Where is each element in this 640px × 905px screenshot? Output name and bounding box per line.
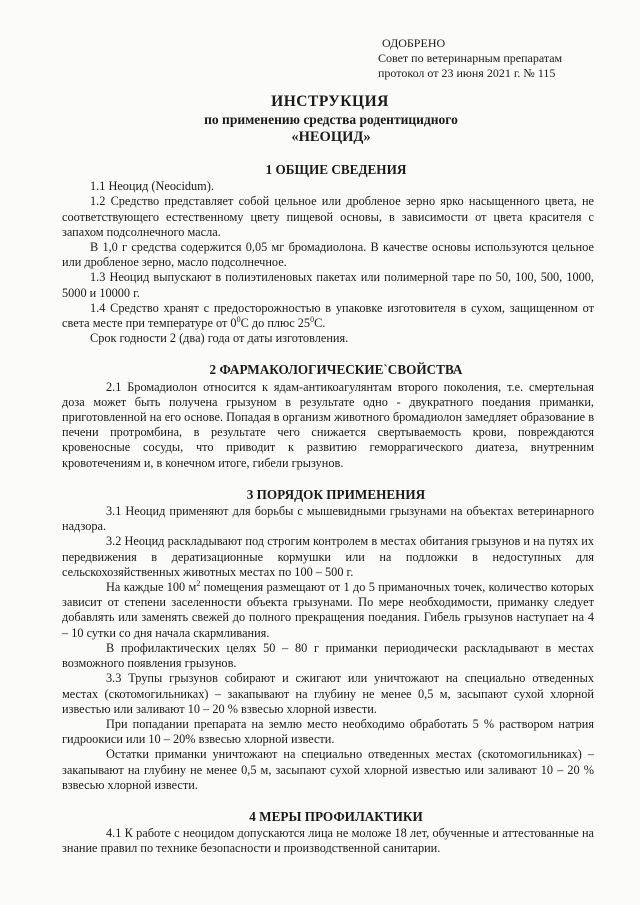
section-4-title: 4 МЕРЫ ПРОФИЛАКТИКИ bbox=[249, 808, 423, 824]
section-1-paragraph-3: В 1,0 г средства содержится 0,05 мг бромадиолона. В качестве основы используются цельное или дробленое зерно, масло подсолнечное. bbox=[62, 240, 594, 270]
document-body bbox=[62, 162, 594, 857]
section-1-paragraph-1: 1.1 Неоцид (Neocidum). bbox=[90, 179, 214, 194]
title-line-1: ИНСТРУКЦИЯ bbox=[271, 93, 389, 110]
section-1-title: 1 ОБЩИЕ СВЕДЕНИЯ bbox=[265, 162, 407, 177]
title-line-2: по применению средства родентицидного bbox=[204, 112, 458, 127]
title-line-3: «НЕОЦИД» bbox=[291, 129, 371, 145]
approval-line-3: протокол от 23 июня 2021 г. № 115 bbox=[378, 66, 556, 80]
section-3-paragraph-4: В профилактических целях 50 – 80 г приманки периодически раскладывают в местах возможного появления грызунов. bbox=[62, 640, 594, 671]
section-3-paragraph-1: 3.1 Неоцид применяют для борьбы с мышевидными грызунами на объектах ветеринарного надзора. bbox=[62, 504, 594, 534]
section-3-title: 3 ПОРЯДОК ПРИМЕНЕНИЯ bbox=[246, 486, 426, 502]
document-title bbox=[0, 92, 640, 146]
section-1-paragraph-5: 1.4 Средство хранят с предосторожностью в упаковке изготовителя в сухом, защищенном от света месте при температуре от $0^0С$ до плюс $25^0С$. bbox=[62, 300, 594, 331]
section-2-title: 2 ФАРМАКОЛОГИЧЕСКИЕ`СВОЙСТВА bbox=[209, 362, 463, 378]
section-1-paragraph-2: 1.2 Средство представляет собой цельное или дробленое зерно ярко насыщенного цвета, не соответствующего естественному цвету пищевой основы, в зависимости от цвета красителя с запахом подсолнечного масла. bbox=[62, 194, 594, 239]
section-3-paragraph-2: 3.2 Неоцид раскладывают под строгим контролем в местах обитания грызунов и на путях их передвижения в дератизационные кормушки или на подложки в недоступных для сельскохозяйственных животных местах по 100 – 500 г. bbox=[62, 534, 594, 579]
approval-line-2: Совет по ветеринарным препаратам bbox=[378, 51, 563, 65]
section-4-paragraph-1: 4.1 К работе с неоцидом допускаются лица не моложе 18 лет, обученные и аттестованные на знание правил по технике безопасности и производственной санитарии. bbox=[62, 826, 594, 856]
section-3-paragraph-6: При попадании препарата на землю место необходимо обработать 5 % раствором натрия гидроокиси или 10 – 20% взвесью хлорной извести. bbox=[62, 716, 594, 747]
section-1-paragraph-4: 1.3 Неоцид выпускают в полиэтиленовых пакетах или полимерной таре по 50, 100, 500, 1000, 5000 и 10000 г. bbox=[62, 270, 594, 300]
section-3-paragraph-5: 3.3 Трупы грызунов собирают и сжигают или уничтожают на специально отведенных местах (скотомогильниках) – закапывают на глубину не менее 0,5 м, засыпают сухой хлорной известью или заливают 10 – 20 % взвесью хлорной извести. bbox=[62, 671, 594, 716]
section-1-paragraph-6: Срок годности 2 (два) года от даты изготовления. bbox=[90, 331, 349, 346]
section-3-paragraph-3: На каждые 100 $м^2$ помещения размещают от 1 до 5 приманочных точек, количество которых зависит от степени заселенности объекта грызунами. По мере необходимости, приманку следует добавлять или заменять свежей до полного прекращения поедания. Гибель грызунов наступает на 4 – 10 сутки со дня начала скармливания. bbox=[62, 578, 594, 640]
section-2-paragraph-1: 2.1 Бромадиолон относится к ядам-антикоагулянтам второго поколения, т.е. смертельная доза может быть получена грызуном в результате одно - двукратного поедания приманки, приготовленной на его основе. Попадая в организм животного бромадиолон замедляет образование в печени протромбина, в результате чего снижается свертываемость крови, повреждаются кровеносные сосуды, что приводит к развитию геморрагического диатеза, внутренним кровотечениям и, в конечном итоге, гибели грызунов. bbox=[62, 379, 594, 470]
section-3-paragraph-7: Остатки приманки уничтожают на специально отведенных местах (скотомогильниках) – закапывают на глубину не менее 0,5 м, засыпают сухой хлорной известью или заливают 10 – 20 % взвесью хлорной извести. bbox=[62, 747, 594, 792]
approval-line-1: ОДОБРЕНО bbox=[382, 36, 446, 50]
approval-stamp bbox=[378, 36, 562, 81]
